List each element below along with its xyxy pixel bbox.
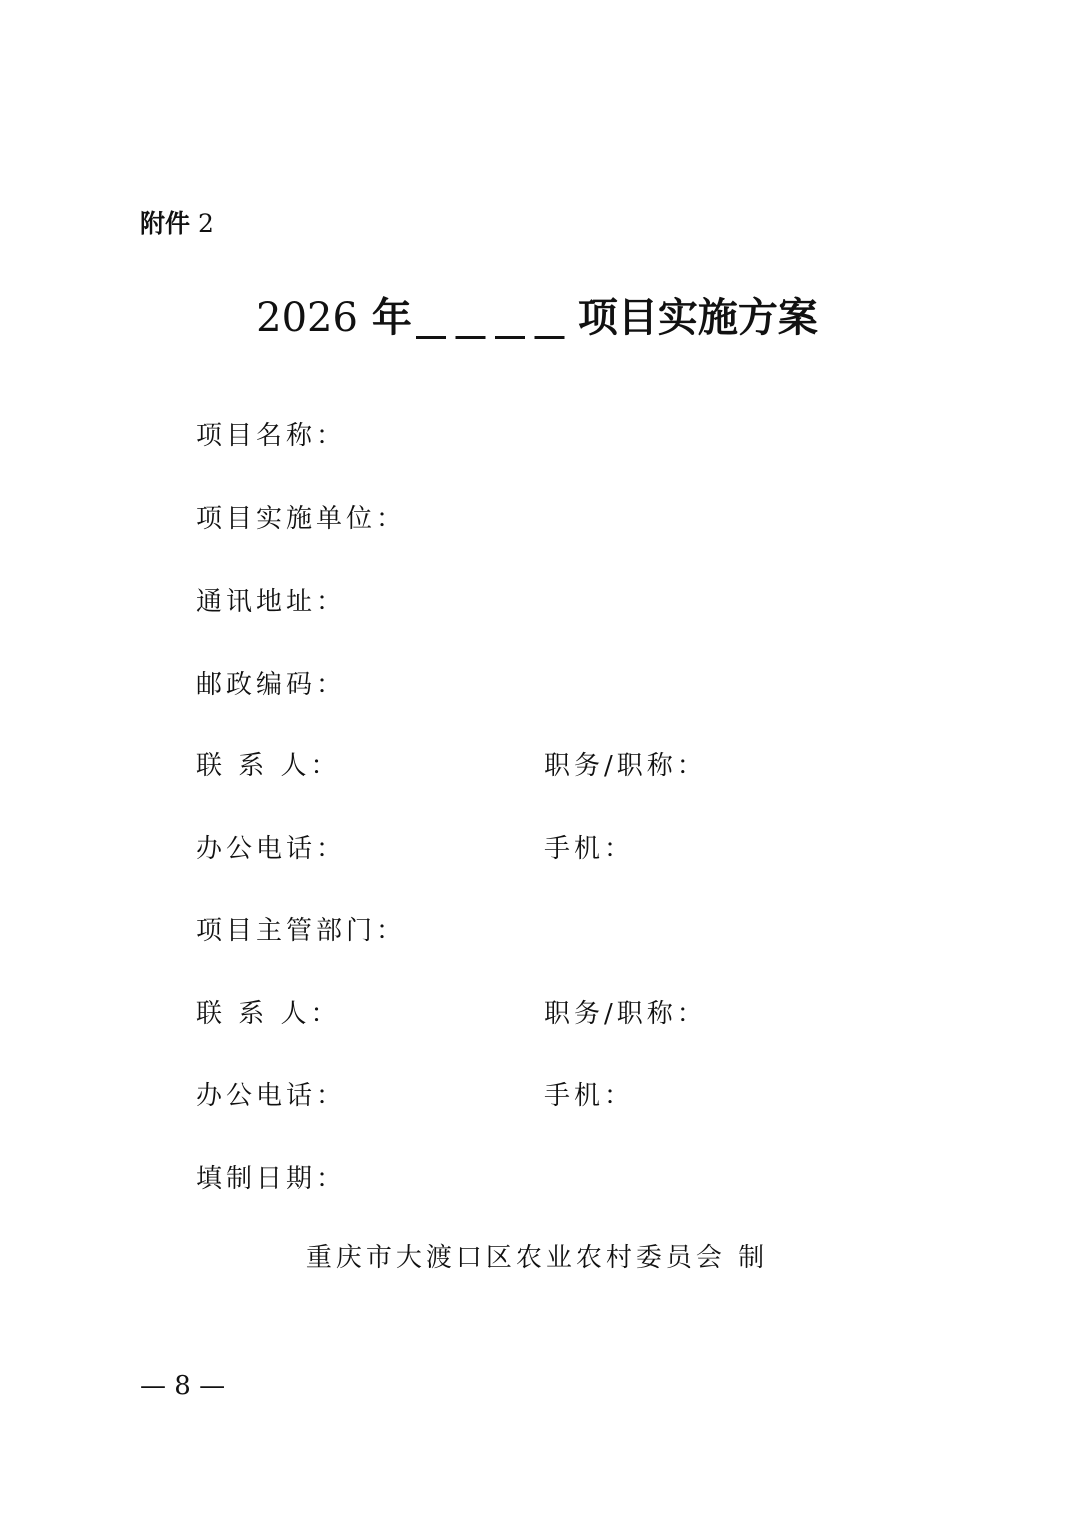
attachment-number: 2	[197, 209, 214, 238]
dept-mobile-label: 手机：	[544, 1081, 635, 1111]
unit-mobile-label: 手机：	[544, 834, 635, 864]
title-suffix: 项目实施方案	[577, 294, 818, 341]
attachment-label-text: 附件	[140, 209, 191, 238]
unit-position-label: 职务/职称：	[544, 751, 707, 781]
dept-contact-label: 联 系 人：	[196, 999, 341, 1029]
postal-code-label: 邮政编码：	[196, 670, 347, 700]
dept-position-label: 职务/职称：	[544, 999, 707, 1029]
competent-department-label: 项目主管部门：	[196, 916, 407, 946]
mailing-address-label: 通讯地址：	[196, 587, 347, 617]
issuer-text: 重庆市大渡口区农业农村委员会 制	[305, 1243, 769, 1273]
title-year-suffix: 年	[371, 294, 412, 341]
fill-date-label: 填制日期：	[196, 1164, 347, 1194]
title-year: 2026	[256, 295, 358, 341]
title-blank-line	[416, 299, 574, 339]
attachment-label	[140, 206, 214, 242]
unit-office-phone-label: 办公电话：	[196, 834, 347, 864]
project-name-label: 项目名称：	[196, 421, 347, 451]
page-title	[0, 290, 1074, 346]
unit-contact-label: 联 系 人：	[196, 751, 341, 781]
page-number: — 8 —	[140, 1371, 226, 1401]
implementing-unit-label: 项目实施单位：	[196, 504, 407, 534]
dept-office-phone-label: 办公电话：	[196, 1081, 347, 1111]
